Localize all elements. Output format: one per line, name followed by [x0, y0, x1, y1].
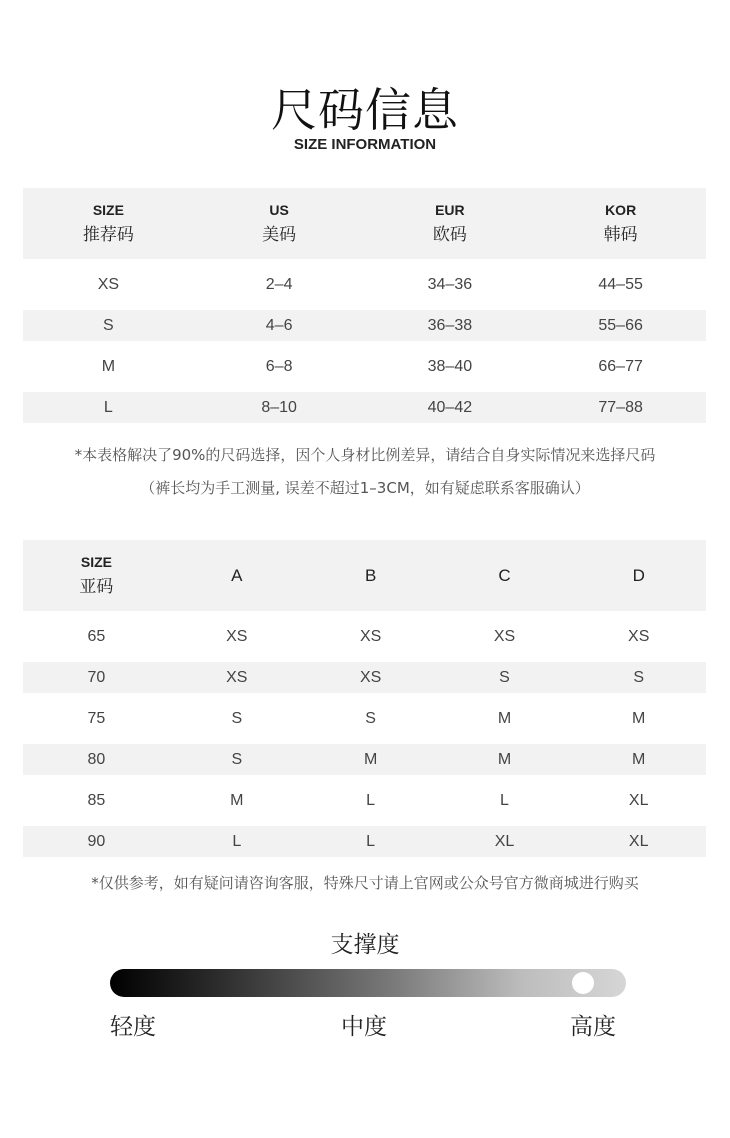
- table-cell: XS: [628, 627, 650, 645]
- table-cell: 70: [23, 662, 170, 693]
- table-cell: XS: [493, 627, 516, 645]
- table-cell: L: [304, 826, 438, 857]
- table-cell: 66–77: [598, 357, 643, 375]
- table-cell: S: [365, 709, 376, 727]
- page-subtitle: SIZE INFORMATION: [293, 136, 437, 153]
- table-cell: 90: [23, 826, 170, 857]
- table-row: [23, 785, 706, 816]
- table-cell: S: [571, 662, 706, 693]
- table-cell: L: [500, 791, 509, 809]
- table-cell: 34–36: [427, 275, 473, 293]
- table-cell: XL: [628, 791, 649, 809]
- cup-size-table: [23, 540, 706, 857]
- table-cell: XL: [438, 826, 572, 857]
- table-cell: 40–42: [365, 392, 536, 423]
- table-cell: M: [438, 744, 572, 775]
- header-cell-cup-c: C: [438, 540, 572, 611]
- header-cell-cup-b: B: [304, 540, 438, 611]
- table-cell: 80: [23, 744, 170, 775]
- level-label-light: 轻度: [110, 1014, 156, 1040]
- table-cell: 6–8: [265, 357, 293, 375]
- header-cell-cup-d: D: [571, 540, 706, 611]
- table-cell: 85: [87, 791, 106, 809]
- table-cell: 36–38: [365, 310, 536, 341]
- table-cell: L: [23, 392, 194, 423]
- table-row: [23, 621, 706, 652]
- support-level-bar: [110, 969, 626, 997]
- table-row: [23, 351, 706, 382]
- table-row: [23, 392, 706, 423]
- table-cell: 38–40: [427, 357, 473, 375]
- table-cell: XS: [226, 627, 248, 645]
- table-cell: 4–6: [194, 310, 365, 341]
- table-header-row: [23, 540, 706, 611]
- table-cell: M: [304, 744, 438, 775]
- measurement-note: （裤长均为手工测量, 误差不超过1–3CM，如有疑虑联系客服确认）: [140, 479, 590, 497]
- table-cell: M: [230, 791, 244, 809]
- table-cell: M: [571, 744, 706, 775]
- header-cell-size: SIZE 亚码: [23, 540, 170, 611]
- table-row: [23, 310, 706, 341]
- table-cell: M: [632, 709, 646, 727]
- table-cell: XS: [304, 662, 438, 693]
- header-cell-eur: EUR 欧码: [365, 188, 536, 259]
- table-cell: M: [101, 357, 116, 375]
- table-cell: 55–66: [535, 310, 706, 341]
- table-cell: 65: [87, 627, 106, 645]
- level-label-high: 高度: [570, 1014, 616, 1040]
- table-row: [23, 744, 706, 775]
- size-table-note: *本表格解决了90%的尺码选择，因个人身材比例差异，请结合自身实际情况来选择尺码: [74, 446, 656, 464]
- table-cell: S: [170, 744, 304, 775]
- table-cell: S: [438, 662, 572, 693]
- table-row: [23, 826, 706, 857]
- table-cell: 75: [87, 709, 106, 727]
- header-cell-kor: KOR 韩码: [535, 188, 706, 259]
- table-header-row: [23, 188, 706, 259]
- table-cell: 8–10: [194, 392, 365, 423]
- table-cell: L: [170, 826, 304, 857]
- table-row: [23, 703, 706, 734]
- page-title: 尺码信息: [271, 83, 459, 137]
- table-cell: S: [231, 709, 243, 727]
- table-cell: XS: [170, 662, 304, 693]
- table-cell: M: [497, 709, 512, 727]
- header-cell-cup-a: A: [170, 540, 304, 611]
- table-cell: XL: [571, 826, 706, 857]
- cup-table-note: *仅供参考，如有疑问请咨询客服，特殊尺寸请上官网或公众号官方微商城进行购买: [91, 874, 639, 892]
- table-cell: XS: [97, 275, 120, 293]
- header-cell-us: US 美码: [194, 188, 365, 259]
- table-cell: 2–4: [265, 275, 293, 293]
- table-cell: 44–55: [598, 275, 643, 293]
- support-level-title: 支撑度: [330, 932, 400, 958]
- table-cell: S: [23, 310, 194, 341]
- table-cell: XS: [359, 627, 382, 645]
- header-cell-size: SIZE 推荐码: [23, 188, 194, 259]
- table-cell: 77–88: [535, 392, 706, 423]
- support-level-indicator: [572, 972, 594, 994]
- table-row: [23, 269, 706, 300]
- table-cell: L: [366, 791, 376, 809]
- size-conversion-table: [23, 188, 706, 423]
- table-row: [23, 662, 706, 693]
- level-label-medium: 中度: [341, 1014, 387, 1040]
